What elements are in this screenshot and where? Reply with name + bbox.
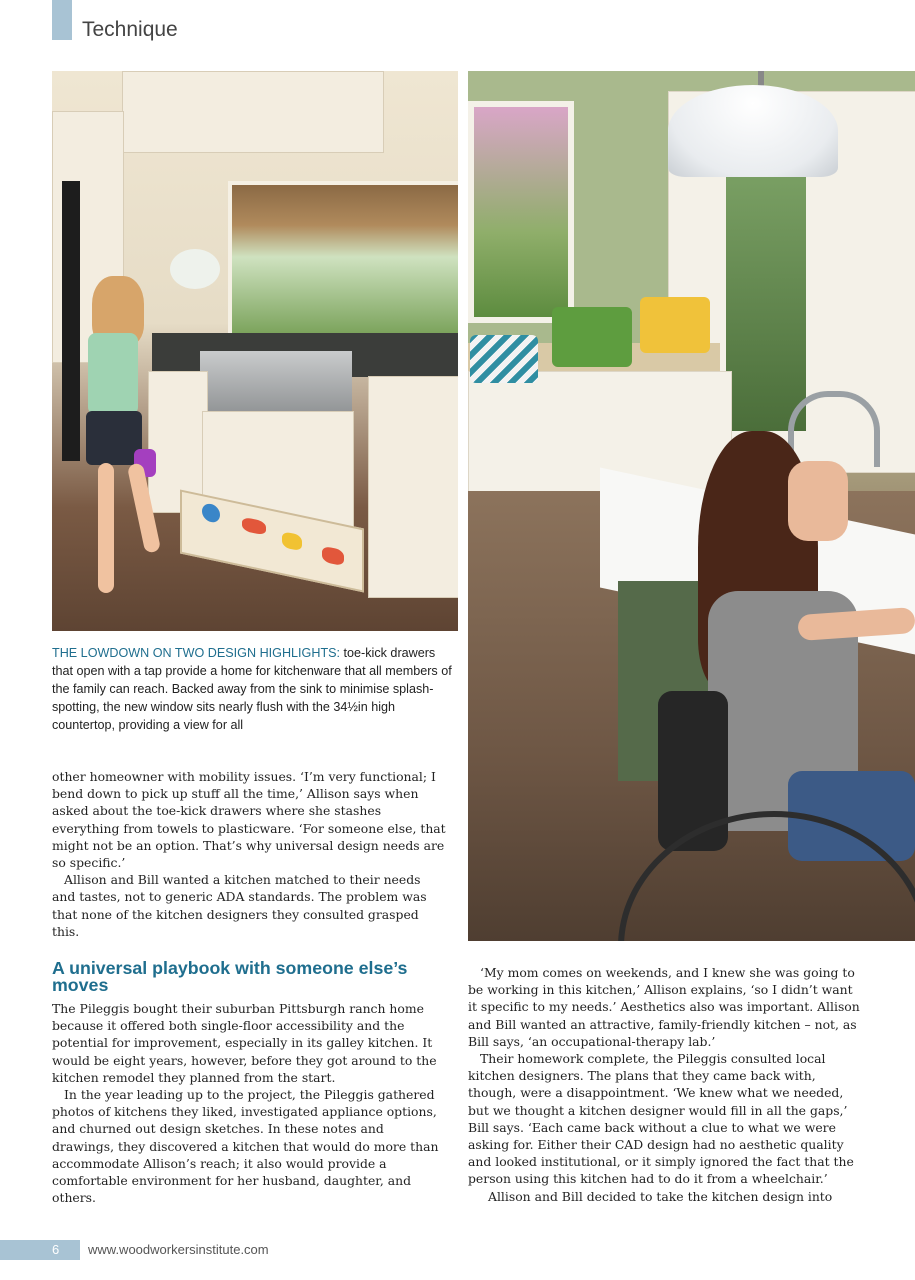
upper-cabinets <box>122 71 384 153</box>
base-cabinet-right <box>368 376 458 598</box>
caption-heading: THE LOWDOWN ON TWO DESIGN HIGHLIGHTS: <box>52 646 341 660</box>
flower-vase <box>170 249 220 289</box>
body-column-right <box>468 964 863 1205</box>
kitchen-island-photo <box>468 71 915 941</box>
kitchen-window <box>228 181 458 349</box>
paragraph: The Pileggis bought their suburban Pittsburgh ranch home because it offered both single-floor accessibility and the potential for improvement, especially in its galley kitchen. It would be eight years, however, before they got around to the kitchen remodel they planned from the start. <box>52 1001 437 1085</box>
paragraph: other homeowner with mobility issues. ‘I’m very functional; I bend down to pick up stuff all the time,’ Allison says when asked about the toe-kick drawers where she stashes everything from towels to plasticware. ‘For someone else, that might not be an option. That’s why universal design needs are so specific.’ <box>52 769 446 871</box>
footer-url: www.woodworkersinstitute.com <box>88 1242 269 1257</box>
body-column-left-top <box>52 768 447 940</box>
paragraph: Allison and Bill decided to take the kitchen design into <box>488 1188 833 1204</box>
photo-caption <box>52 644 452 734</box>
dark-panel <box>62 181 80 461</box>
body-column-left-bottom <box>52 1000 447 1206</box>
page-number: 6 <box>52 1242 60 1257</box>
section-tab-marker <box>52 0 72 40</box>
paragraph: In the year leading up to the project, the Pileggis gathered photos of kitchens they liked, investigated appliance options, and churned out design sketches. In these notes and drawings, they discovered a kitchen that would do more than accommodate Allison’s reach; it also would provide a comfortable environment for her husband, daughter, and others. <box>52 1087 439 1206</box>
caption-text: toe-kick drawers that open with a tap provide a home for kitchenware that all members of the family can reach. Backed away from the sink to minimise splash-spotting, the new window sits nearly flush with the 34½in high countertop, providing a view for all <box>52 646 452 732</box>
page-number-tab <box>0 1240 80 1260</box>
faucet <box>788 391 880 467</box>
pendant-lamp <box>668 85 838 177</box>
girl-leg <box>98 463 114 593</box>
section-subheading: A universal playbook with someone else’s moves <box>52 958 408 995</box>
kitchen-sink-photo <box>52 71 458 631</box>
yellow-pillow <box>640 297 710 353</box>
girl-shirt <box>88 333 138 415</box>
paragraph: Allison and Bill wanted a kitchen matched to their needs and tastes, not to generic ADA standards. The problem was that none of the kitchen designers they consulted grasped this. <box>52 872 427 939</box>
woman-face <box>788 461 848 541</box>
section-title: Technique <box>82 18 178 41</box>
chevron-pillow <box>470 335 538 383</box>
paragraph: ‘My mom comes on weekends, and I knew she was going to be working in this kitchen,’ Allison explains, ‘so I didn’t want it specific to my needs.’ Aesthetics also was important. Allison and Bill wanted an attractive, family-friendly kitchen – not, as Bill says, ‘an occupational-therapy lab.’ <box>468 965 860 1049</box>
glass-door <box>726 171 806 431</box>
base-cabinet-left <box>148 371 208 513</box>
green-pillow <box>552 307 632 367</box>
paragraph: Their homework complete, the Pileggis consulted local kitchen designers. The plans that they came back with, though, were a disappointment. ‘We knew what we needed, but we thought a kitchen designer would fill in all the gaps,’ Bill says. ‘Each came back without a clue to what we were asking for. Either their CAD design had no aesthetic quality and looked institutional, or it simply ignored the fact that the person using this kitchen had to do it from a wheelchair.’ <box>468 1051 854 1187</box>
garden-window <box>468 101 574 323</box>
